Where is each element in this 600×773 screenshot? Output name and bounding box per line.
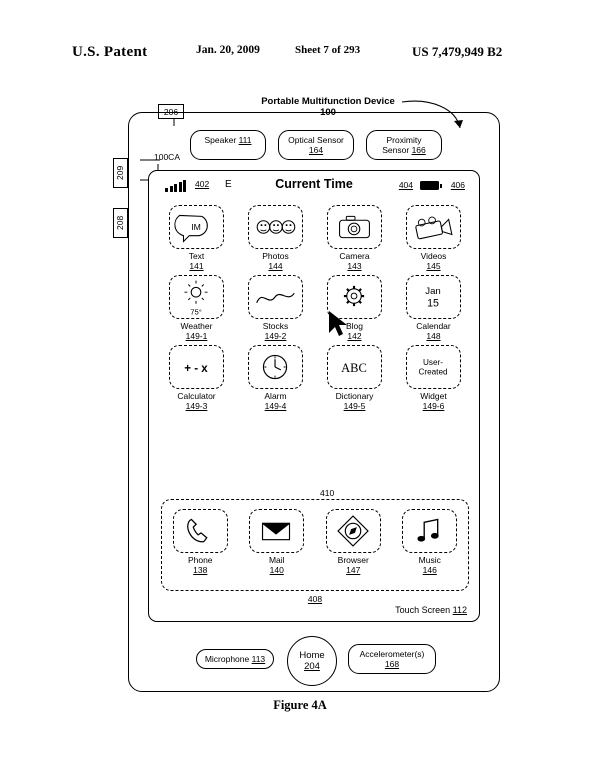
app-user-created-widget-number: 149-6 <box>422 401 445 411</box>
patent-office-label: U.S. Patent <box>72 44 148 60</box>
dock-tray <box>161 488 469 604</box>
time-reference-number: 404 <box>398 180 413 190</box>
sensor-row <box>190 130 442 160</box>
battery-icon <box>420 181 439 190</box>
dock-app-phone-number: 138 <box>193 565 208 575</box>
dock-app-phone-label: Phone <box>187 555 213 565</box>
app-row-3 <box>157 345 473 411</box>
status-bar <box>149 177 479 197</box>
svg-text:15: 15 <box>427 297 439 310</box>
dock-app-phone[interactable] <box>163 509 237 575</box>
optical-sensor-number: 164 <box>308 145 324 155</box>
speaker-label-text: Speaker <box>204 135 237 145</box>
app-alarm-label: Alarm <box>264 391 287 401</box>
app-calendar[interactable] <box>397 275 471 341</box>
mail-envelope-icon[interactable] <box>249 509 304 553</box>
status-bar-time: Current Time <box>275 177 353 191</box>
svg-text:75°: 75° <box>190 307 202 317</box>
battery-reference-number: 406 <box>450 180 465 190</box>
app-videos-number: 145 <box>426 261 441 271</box>
svg-text:+ - x: + - x <box>184 362 208 375</box>
reference-label-410: 410 <box>320 488 335 498</box>
phone-icon[interactable] <box>173 509 228 553</box>
mouse-cursor-arrow <box>327 309 353 341</box>
svg-text:Jan: Jan <box>425 286 441 298</box>
app-text-label: Text <box>188 251 205 261</box>
app-dictionary-number: 149-5 <box>343 401 366 411</box>
reference-label-206: 206 <box>158 104 184 119</box>
reference-label-209: 209 <box>113 158 128 188</box>
dictionary-icon[interactable] <box>327 345 382 389</box>
svg-text:IM: IM <box>191 221 201 232</box>
app-dictionary-label: Dictionary <box>335 391 374 401</box>
optical-sensor-label <box>278 130 354 160</box>
figure-caption: Figure 4A <box>273 698 327 712</box>
accelerometer-label-text: Accelerometer(s) <box>359 649 425 659</box>
app-row-1 <box>157 205 473 271</box>
app-calculator-label: Calculator <box>177 391 216 401</box>
device-title-text: Portable Multifunction Device <box>261 96 395 107</box>
microphone-number: 113 <box>251 654 266 664</box>
device-title-number: 100 <box>320 107 336 118</box>
touch-screen-label <box>395 605 467 615</box>
app-text-number: 141 <box>189 261 204 271</box>
stocks-chart-icon[interactable] <box>248 275 303 319</box>
dock-app-music-label: Music <box>418 555 441 565</box>
app-calculator-number: 149-3 <box>185 401 208 411</box>
svg-text:Created: Created <box>418 367 448 377</box>
app-stocks-label: Stocks <box>262 321 289 331</box>
dock-app-mail-number: 140 <box>269 565 284 575</box>
app-blog-label: Blog <box>345 321 363 331</box>
calculator-icon[interactable] <box>169 345 224 389</box>
microphone-label <box>196 649 274 669</box>
home-button-label: Home <box>299 650 325 661</box>
app-camera-number: 143 <box>347 261 362 271</box>
accelerometer-label <box>348 644 436 674</box>
app-user-widget-short-label: Widget <box>420 391 447 401</box>
touch-screen[interactable] <box>148 170 480 622</box>
dock-app-music[interactable] <box>393 509 467 575</box>
app-calendar-number: 148 <box>426 331 441 341</box>
app-user-created-widget[interactable] <box>397 345 471 411</box>
patent-number: US 7,479,949 B2 <box>412 44 503 59</box>
app-dictionary[interactable] <box>318 345 392 411</box>
im-chat-icon[interactable] <box>169 205 224 249</box>
user-widget-icon[interactable] <box>406 345 461 389</box>
music-note-icon[interactable] <box>402 509 457 553</box>
app-alarm[interactable] <box>239 345 313 411</box>
svg-text:User-: User- <box>423 358 444 368</box>
proximity-sensor-number: 166 <box>411 145 426 155</box>
app-weather-number: 149-1 <box>185 331 208 341</box>
app-row-2 <box>157 275 473 341</box>
home-button-number: 204 <box>304 661 320 672</box>
patent-sheet-number: Sheet 7 of 293 <box>295 44 361 56</box>
touch-screen-number: 112 <box>452 605 467 615</box>
browser-compass-icon[interactable] <box>326 509 381 553</box>
app-calculator[interactable] <box>160 345 234 411</box>
proximity-sensor-label <box>366 130 442 160</box>
app-calendar-label: Calendar <box>416 321 451 331</box>
app-camera-label: Camera <box>339 251 370 261</box>
dock-app-mail-label: Mail <box>268 555 285 565</box>
app-photos-label: Photos <box>262 251 289 261</box>
app-text[interactable] <box>160 205 234 271</box>
svg-text:ABC: ABC <box>341 360 367 375</box>
reference-label-208: 208 <box>113 208 128 238</box>
app-stocks-number: 149-2 <box>264 331 287 341</box>
app-stocks[interactable] <box>239 275 313 341</box>
reference-label-408: 408 <box>307 594 323 604</box>
videos-icon[interactable] <box>406 205 461 249</box>
photos-faces-icon[interactable] <box>248 205 303 249</box>
optical-sensor-label-text: Optical Sensor <box>288 135 344 145</box>
app-photos-number: 144 <box>268 261 283 271</box>
alarm-clock-icon[interactable] <box>248 345 303 389</box>
accelerometer-number: 168 <box>384 659 400 669</box>
speaker-number: 111 <box>238 135 252 145</box>
dock-row <box>162 500 468 575</box>
app-blog-number: 142 <box>347 331 362 341</box>
patent-date: Jan. 20, 2009 <box>196 44 260 56</box>
dock-app-browser[interactable] <box>316 509 390 575</box>
dock-app-music-number: 146 <box>422 565 437 575</box>
reference-label-100ca: 100CA <box>154 152 180 162</box>
touch-screen-label-text: Touch Screen <box>395 605 451 615</box>
microphone-label-text: Microphone <box>204 654 250 664</box>
weather-sun-icon[interactable] <box>169 275 224 319</box>
camera-icon[interactable] <box>327 205 382 249</box>
app-icon-grid <box>157 205 473 415</box>
signal-reference-number: 402 <box>195 179 210 189</box>
dock-app-mail[interactable] <box>240 509 314 575</box>
app-photos[interactable] <box>239 205 313 271</box>
home-button[interactable] <box>287 636 337 686</box>
app-alarm-number: 149-4 <box>264 401 287 411</box>
app-videos[interactable] <box>397 205 471 271</box>
app-videos-label: Videos <box>420 251 447 261</box>
app-weather[interactable] <box>160 275 234 341</box>
app-weather-label: Weather <box>180 321 213 331</box>
proximity-sensor-label-text: Proximity Sensor <box>382 135 422 155</box>
carrier-indicator: E <box>225 179 232 190</box>
app-camera[interactable] <box>318 205 392 271</box>
speaker-label <box>190 130 266 160</box>
calendar-icon[interactable] <box>406 275 461 319</box>
dock-app-browser-number: 147 <box>346 565 361 575</box>
dock-app-browser-label: Browser <box>337 555 369 565</box>
